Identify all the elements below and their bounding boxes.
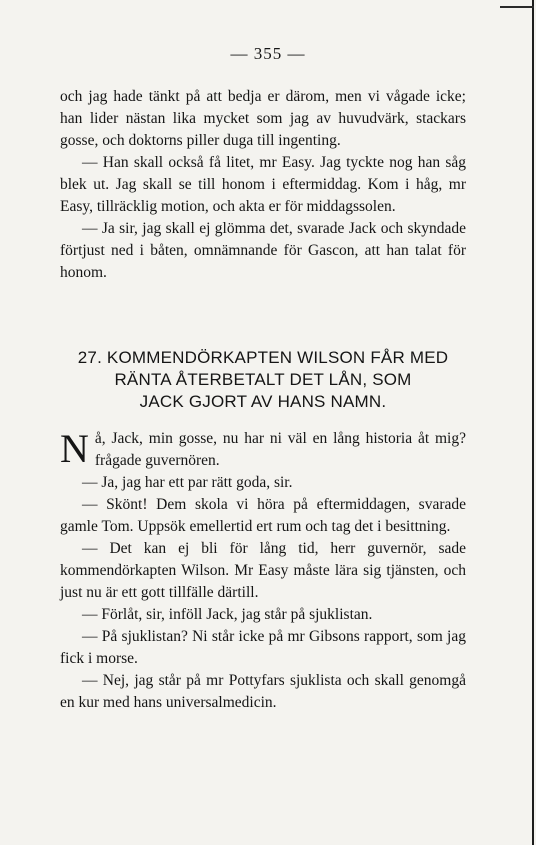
opening-paragraph xyxy=(60,428,466,472)
text-block-top xyxy=(60,86,466,284)
opening-text: å, Jack, min gosse, nu har ni väl en lång historia åt mig? frågade guvernören. xyxy=(94,430,466,469)
paragraph: — Ja sir, jag skall ej glömma det, svarade Jack och skyndade förtjust ned i båten, omnämnande för Gascon, att han talat för honom. xyxy=(60,220,466,281)
text-block-bottom xyxy=(60,428,466,714)
paragraph: — Förlåt, sir, inföll Jack, jag står på sjuklistan. xyxy=(82,606,373,623)
chapter-heading xyxy=(60,347,466,413)
paragraph: och jag hade tänkt på att bedja er därom, men vi vågade icke; han lider nästan lika mycket som jag av huvudvärk, stackars gosse, och doktorns piller duga till ingenting. xyxy=(60,88,466,149)
paragraph: — Han skall också få litet, mr Easy. Jag tyckte nog han såg blek ut. Jag skall se till honom i eftermiddag. Kom i håg, mr Easy, tillräcklig motion, och akta er för middagssolen. xyxy=(60,154,466,215)
paragraph: — Det kan ej bli för lång tid, herr guvernör, sade kommendörkapten Wilson. Mr Easy måste lära sig tjänsten, och just nu är ett gott tillfälle därtill. xyxy=(60,540,466,601)
chapter-heading-line: 27. KOMMENDÖRKAPTEN WILSON FÅR MED xyxy=(77,348,449,367)
page-edge-top xyxy=(500,6,534,8)
paragraph: — Skönt! Dem skola vi höra på eftermiddagen, svarade gamle Tom. Uppsök emellertid ert rum och tag det i besittning. xyxy=(60,496,466,535)
chapter-heading-line: RÄNTA ÅTERBETALT DET LÅN, SOM xyxy=(114,370,412,389)
drop-cap: N xyxy=(60,426,89,471)
page-number: — 355 — xyxy=(230,44,306,63)
chapter-heading-line: JACK GJORT AV HANS NAMN. xyxy=(139,392,387,411)
paragraph: — Nej, jag står på mr Pottyfars sjuklista och skall genomgå en kur med hans universalmedicin. xyxy=(60,672,466,711)
page-edge-right xyxy=(532,0,534,845)
paragraph: — Ja, jag har ett par rätt goda, sir. xyxy=(82,474,293,491)
paragraph: — På sjuklistan? Ni står icke på mr Gibsons rapport, som jag fick i morse. xyxy=(60,628,466,667)
